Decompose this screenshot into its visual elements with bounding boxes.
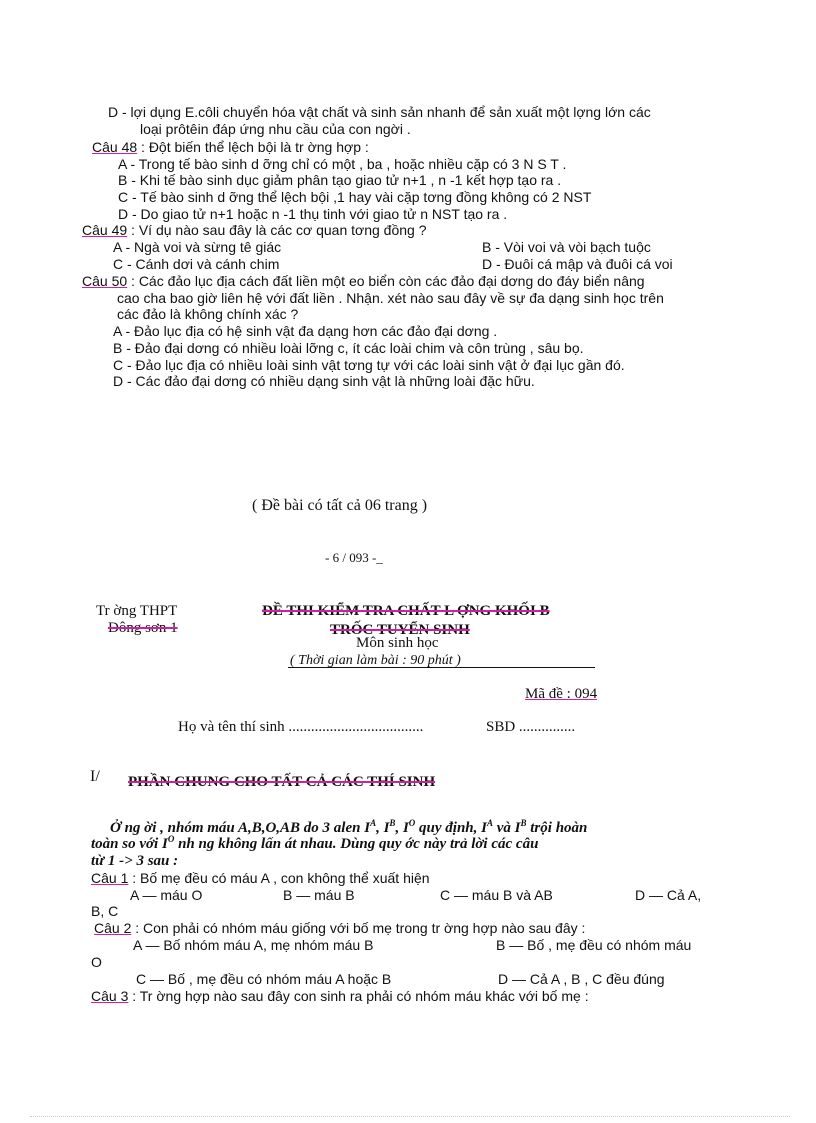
intro-line2: toàn so với $I^O$ nh ng không lấn át nhau. Dùng quy ớc này trả lời các câu xyxy=(91,834,539,852)
question-label: Câu 50 xyxy=(82,273,128,289)
q50-option-a: A - Đảo lục địa có hệ sinh vật đa dạng hơn các đảo đại dơng . xyxy=(113,323,498,339)
question-text: : Đột biến thể lệch bội là tr ờng hợp : xyxy=(137,139,369,155)
page-bottom-border xyxy=(30,1116,790,1117)
q2-option-d: D — Cả A , B , C đều đúng xyxy=(498,971,665,987)
school-district: Đông sơn 1 xyxy=(108,620,178,636)
q50-option-d: D - Các đảo đại dơng có nhiều dạng sinh vật là những loài đặc hữu. xyxy=(113,373,535,389)
option-d-line1: D - lợi dụng E.côli chuyển hóa vật chất và sinh sản nhanh để sản xuất một lợng lớn các xyxy=(108,104,651,120)
q1-option-d-cont: B, C xyxy=(91,903,119,919)
question-label: Câu 1 xyxy=(91,870,129,886)
q1-option-a: A — máu O xyxy=(130,887,203,903)
intro-line1: Ở ng ời , nhóm máu A,B,O,AB do 3 alen $I^A$, $I^B$, $I^O$ quy định, $I^A$ và $I^B$ trội hoàn xyxy=(110,818,588,836)
question-text: : Bố mẹ đều có máu A , con không thể xuất hiện xyxy=(128,870,430,886)
question-label: Câu 48 xyxy=(92,139,138,155)
exam-time: ( Thời gian làm bài : 90 phút ) xyxy=(290,653,461,668)
q49-option-a: A - Ngà voi và sừng tê giác xyxy=(113,239,282,255)
q48-option-b: B - Khi tế bào sinh dục giảm phân tạo giao tử n+1 , n -1 kết hợp tạo ra . xyxy=(118,172,562,188)
exam-subtitle: TRỐC TUYỂN SINH xyxy=(330,622,470,638)
q49-option-c: C - Cánh dơi và cánh chim xyxy=(113,256,280,272)
question-3 xyxy=(91,988,589,1005)
intro-line3: từ 1 -> 3 sau : xyxy=(91,853,179,869)
exam-title: ĐỀ THI KIỂM TRA CHẤT L ỢNG KHỐI B xyxy=(262,603,550,619)
question-text: : Tr ờng hợp nào sau đây con sinh ra phải có nhóm máu khác với bố mẹ : xyxy=(128,988,589,1004)
exam-code: Mã đề : 094 xyxy=(525,686,598,702)
question-label: Câu 2 xyxy=(94,920,132,936)
question-text: : Ví dụ nào sau đây là các cơ quan tơng đồng ? xyxy=(127,222,427,238)
q2-option-c: C — Bố , mẹ đều có nhóm máu A hoặc B xyxy=(136,971,392,987)
question-label: Câu 49 xyxy=(82,222,128,238)
q48-option-a: A - Trong tế bào sinh d ỡng chỉ có một , ba , hoặc nhiều cặp có 3 N S T . xyxy=(118,156,567,172)
q2-option-a: A — Bố nhóm máu A, mẹ nhóm máu B xyxy=(133,937,374,953)
section-title: PHẦN CHUNG CHO TẤT CẢ CÁC THÍ SINH xyxy=(128,774,436,790)
subject-name: Môn sinh học xyxy=(356,635,439,651)
question-48 xyxy=(92,139,369,156)
q50-option-c: C - Đảo lục địa có nhiều loài sinh vật tơng tự với các loài sinh vật ở đại lục gần đó. xyxy=(113,357,625,373)
q49-option-b: B - Vòi voi và vòi bạch tuộc xyxy=(482,239,651,255)
q2-option-b-cont: O xyxy=(91,954,102,970)
page-number: - 6 / 093 -_ xyxy=(325,550,383,565)
q50-line2: cao cha bao giờ liên hệ với đất liền . Nhận. xét nào sau đây về sự đa dạng sinh học trên xyxy=(117,290,664,306)
q2-option-b: B — Bố , mẹ đều có nhóm máu xyxy=(496,937,692,953)
section-number: I/ xyxy=(90,768,100,785)
question-2 xyxy=(94,920,585,937)
option-d-line2: loại prôtêin đáp ứng nhu cầu của con ngời . xyxy=(140,121,411,137)
q48-option-c: C - Tế bào sinh d ỡng thể lệch bội ,1 hay vài cặp tơng đồng không có 2 NST xyxy=(118,189,592,205)
school-name: Tr ờng THPT xyxy=(96,603,178,619)
q49-option-d: D - Đuôi cá mập và đuôi cá voi xyxy=(482,256,673,272)
question-49 xyxy=(82,222,427,239)
q1-option-d: D — Cả A, xyxy=(635,887,702,903)
question-50 xyxy=(82,273,645,290)
q1-option-c: C — máu B và AB xyxy=(440,887,553,903)
question-label: Câu 3 xyxy=(91,988,129,1004)
question-text: : Các đảo lục địa cách đất liền một eo biển còn các đảo đại dơng do đáy biển nâng xyxy=(127,273,645,289)
q48-option-d: D - Do giao tử n+1 hoặc n -1 thụ tinh với giao tử n NST tạo ra . xyxy=(118,206,508,222)
q50-option-b: B - Đảo đại dơng có nhiều loài lỡng c, ít các loài chim và côn trùng , sâu bọ. xyxy=(113,340,584,356)
question-text: : Con phải có nhóm máu giống với bố mẹ trong tr ờng hợp nào sau đây : xyxy=(131,920,586,936)
question-1 xyxy=(91,870,430,887)
candidate-number-field: SBD ............... xyxy=(486,719,576,735)
q50-line3: các đảo là không chính xác ? xyxy=(117,306,299,322)
page-note: ( Đề bài có tất cả 06 trang ) xyxy=(252,497,428,514)
time-underline xyxy=(288,667,595,668)
q1-option-b: B — máu B xyxy=(283,887,355,903)
candidate-name-field: Họ và tên thí sinh .................................... xyxy=(178,719,424,735)
